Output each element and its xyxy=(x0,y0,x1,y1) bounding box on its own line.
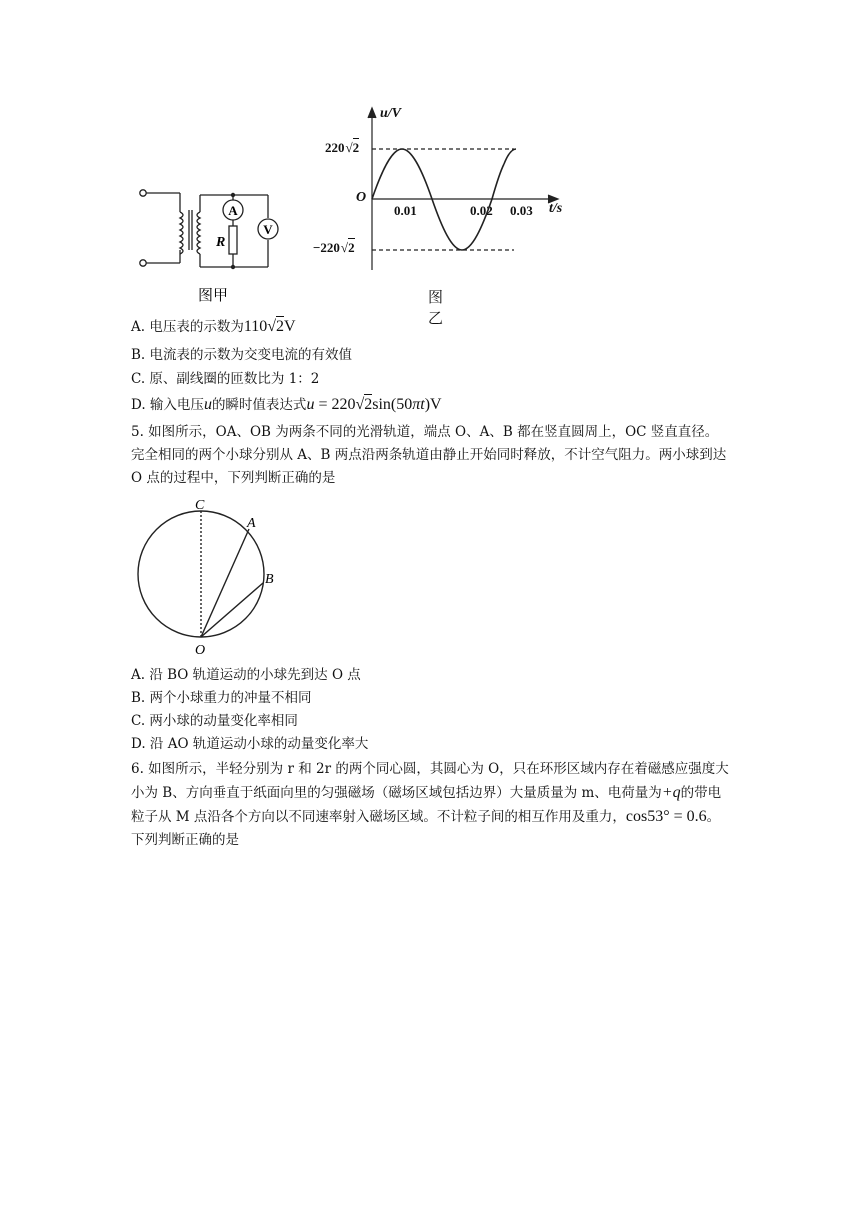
point-A-label: A xyxy=(247,516,256,531)
q5-option-c: C. 两小球的动量变化率相同 xyxy=(131,713,298,729)
tick-label-003: 0.03 xyxy=(510,203,533,218)
ammeter-label: A xyxy=(228,203,238,218)
primary-coil xyxy=(180,212,183,254)
input-terminal-bottom xyxy=(140,260,146,266)
peak-label: 220√2 xyxy=(325,140,360,155)
vertical-circle xyxy=(138,511,264,637)
resistor-label: R xyxy=(216,235,226,250)
t-axis-label: t/s xyxy=(549,201,563,216)
point-C-label: C xyxy=(195,498,205,513)
voltmeter-label: V xyxy=(263,222,273,237)
q5-option-a: A. 沿 BO 轨道运动的小球先到达 O 点 xyxy=(131,667,361,683)
sine-wave-tail xyxy=(310,100,570,310)
q4-option-a: A. 电压表的示数为110√2V xyxy=(131,318,296,335)
tick-label-001: 0.01 xyxy=(394,203,417,218)
circuit-figure xyxy=(130,100,290,310)
track-OA xyxy=(201,529,249,637)
q4-option-c: C. 原、副线圈的匝数比为 1：2 xyxy=(131,371,320,387)
u-axis-label: u/V xyxy=(380,106,402,121)
q4-option-b: B. 电流表的示数为交变电流的有效值 xyxy=(131,347,353,363)
point-B-label: B xyxy=(265,572,274,587)
point-O-label: O xyxy=(195,643,206,658)
resistor-R xyxy=(229,226,237,254)
q6-stem: 6. 如图所示，半轻分别为 r 和 2r 的两个同心圆，其圆心为 O，只在环形区域内存在着磁感应强度大小为 B、方向垂直于纸面向里的匀强磁场（磁场区域包括边界）大量质量为 m、电荷量为+q的带电粒子从 M 点沿各个方向以不同速率射入磁场区域。不计粒子间的相互作用及重力，cos53° = 0.6。下列判断正确的是 xyxy=(131,761,729,848)
q5-option-d: D. 沿 AO 轨道运动小球的动量变化率大 xyxy=(131,736,369,752)
tick-label-002: 0.02 xyxy=(470,203,493,218)
input-terminal-top xyxy=(140,190,146,196)
secondary-coil xyxy=(197,212,200,254)
q5-stem: 5. 如图所示，OA、OB 为两条不同的光滑轨道，端点 O、A、B 都在竖直圆周上，OC 竖直直径。完全相同的两个小球分别从 A、B 两点沿两条轨道由静止开始同时释放，不计空气阻力。两小球到达 O 点的过程中，下列判断正确的是 xyxy=(131,424,727,486)
q4-option-d: D. 输入电压u的瞬时值表达式u = 220√2sin(50πt)V xyxy=(131,396,442,413)
trough-label: −220√2 xyxy=(313,240,355,255)
caption-yi: 图乙 xyxy=(428,288,444,327)
circle-track-figure xyxy=(125,495,295,660)
caption-jia: 图甲 xyxy=(198,288,229,304)
origin-label: O xyxy=(356,190,367,205)
q5-option-b: B. 两个小球重力的冲量不相同 xyxy=(131,690,312,706)
